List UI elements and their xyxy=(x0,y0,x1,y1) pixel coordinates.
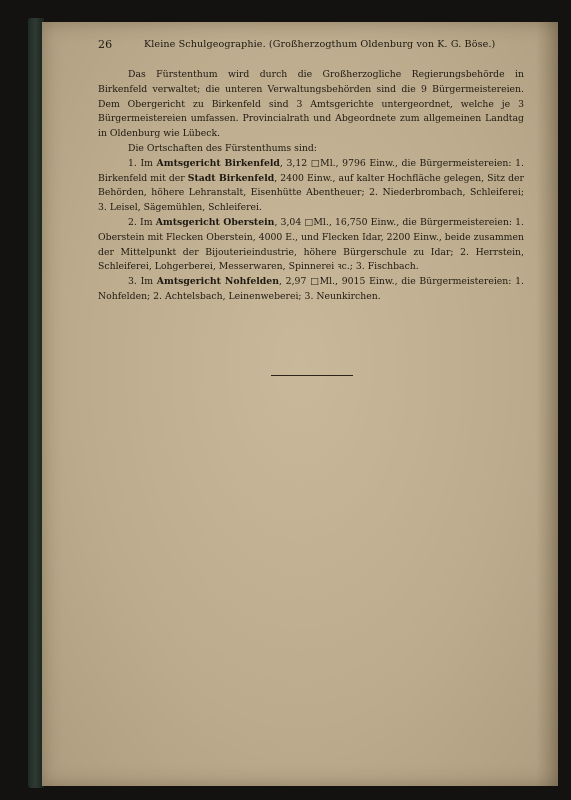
page-edge-shadow xyxy=(536,22,558,786)
entry-text: , 2,97 □Ml., 9015 Einw., die Bürgermeistereien: 1. Nohfelden; 2. Achtelsbach, Leinenweberei; 3. Neunkirchen. xyxy=(98,276,524,302)
entry-oberstein xyxy=(98,216,524,275)
page-number: 26 xyxy=(98,38,113,51)
running-header xyxy=(98,38,538,54)
entry-prefix: 3. Im xyxy=(128,276,157,288)
intro-paragraph: Das Fürstenthum wird durch die Großherzogliche Regierungsbehörde in Birkenfeld verwaltet; die unteren Verwaltungsbehörden sind die 9 Bürgermeistereien. Dem Obergericht zu Birkenfeld sind 3 Amtsgerichte untergeordnet, welche je 3 Bürgermeistereien umfassen. Provincialrath und Abgeordnete zum allgemeinen Landtag in Oldenburg wie Lübeck. xyxy=(98,69,524,140)
entry-prefix: 1. Im xyxy=(128,157,157,169)
entry-stats: , 3,12 □Ml., 9796 Einw., die Bürgermeistereien: 1. Birkenfeld mit der xyxy=(98,157,525,184)
running-title: Kleine Schulgeographie. (Großherzogthum Oldenburg von K. G. Böse.) xyxy=(144,39,496,50)
court-name: Amtsgericht Nohfelden xyxy=(156,276,279,288)
entry-nohfelden xyxy=(98,275,524,305)
entry-text: , 2400 Einw., auf kalter Hochfläche gelegen, Sitz der Behörden, höhere Lehranstalt, Eisenhütte Abentheuer; 2. Niederbrombach, Schleiferei; 3. Leisel, Sägemühlen, Schleiferei. xyxy=(98,172,524,214)
section-divider xyxy=(271,375,353,376)
entry-prefix: 2. Im xyxy=(128,216,156,228)
entry-text: , 3,04 □Ml., 16,750 Einw., die Bürgermeistereien: 1. Oberstein mit Flecken Oberstein, 4000 E., und Flecken Idar, 2200 Einw., beide zusammen der Mittelpunkt der Bijouterieindustrie, höhere Bürgerschule zu Idar; 2. Herrstein, Schleiferei, Lohgerberei, Messerwaren, Spinnerei ꝛc.; 3. Fischbach. xyxy=(98,216,524,273)
court-name: Amtsgericht Oberstein xyxy=(155,216,275,228)
localities-heading: Die Ortschaften des Fürstenthums sind: xyxy=(128,142,317,154)
page-body xyxy=(98,68,524,305)
entry-birkenfeld xyxy=(98,157,524,216)
book-page xyxy=(42,22,558,786)
court-name: Amtsgericht Birkenfeld xyxy=(156,157,280,169)
city-name: Stadt Birkenfeld xyxy=(187,172,275,184)
